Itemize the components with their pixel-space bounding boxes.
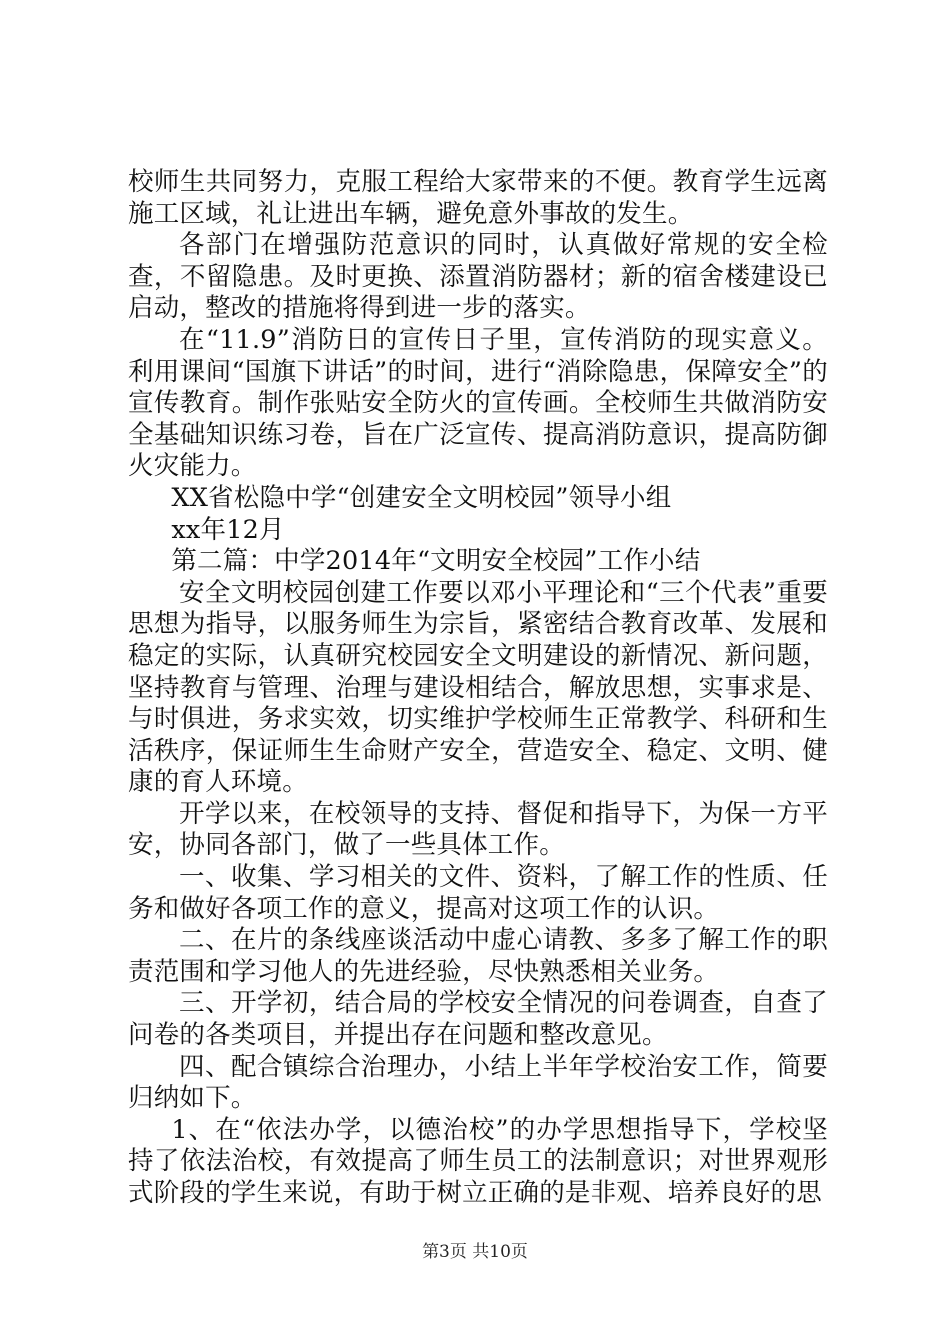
paragraph: 各部门在增强防范意识的同时，认真做好常规的安全检查，不留隐患。及时更换、添置消防器材；新的宿舍楼建设已启动，整改的措施将得到进一步的落实。 xyxy=(128,230,828,324)
paragraph: 安全文明校园创建工作要以邓小平理论和“三个代表”重要思想为指导，以服务师生为宗旨，紧密结合教育改革、发展和稳定的实际，认真研究校园安全文明建设的新情况、新问题，坚持教育与管理、治理与建设相结合，解放思想，实事求是、与时俱进，务求实效，切实维护学校师生正常教学、科研和生活秩序，保证师生生命财产安全，营造安全、稳定、文明、健康的育人环境。 xyxy=(128,577,828,798)
document-body xyxy=(128,167,828,1210)
numbered-item: 1、在“依法办学，以德治校”的办学思想指导下，学校坚持了依法治校，有效提高了师生员工的法制意识；对世界观形式阶段的学生来说，有助于树立正确的是非观、培养良好的思 xyxy=(128,1114,828,1208)
signature-organization: XX省松隐中学“创建安全文明校园”领导小组 xyxy=(171,482,672,513)
paragraph: 在“11.9”消防日的宣传日子里，宣传消防的现实意义。利用课间“国旗下讲话”的时间，进行“消除隐患，保障安全”的宣传教育。制作张贴安全防火的宣传画。全校师生共做消防安全基础知识练习卷，旨在广泛宣传、提高消防意识，提高防御火灾能力。 xyxy=(128,324,828,482)
paragraph: 开学以来，在校领导的支持、督促和指导下，为保一方平安，协同各部门，做了一些具体工作。 xyxy=(128,798,828,861)
list-item: 一、收集、学习相关的文件、资料，了解工作的性质、任务和做好各项工作的意义，提高对这项工作的认识。 xyxy=(128,862,828,924)
section-heading: 第二篇：中学2014年“文明安全校园”工作小结 xyxy=(171,546,701,577)
page-number-footer: 第3页 共10页 xyxy=(422,1242,528,1262)
list-item: 四、配合镇综合治理办，小结上半年学校治安工作，简要归纳如下。 xyxy=(128,1051,828,1114)
signature-date: xx年12月 xyxy=(171,514,285,545)
paragraph: 校师生共同努力，克服工程给大家带来的不便。教育学生远离施工区域，礼让进出车辆，避免意外事故的发生。 xyxy=(128,167,828,229)
list-item: 三、开学初，结合局的学校安全情况的问卷调查，自查了问卷的各类项目，并提出存在问题和整改意见。 xyxy=(128,988,828,1051)
list-item: 二、在片的条线座谈活动中虚心请教、多多了解工作的职责范围和学习他人的先进经验，尽快熟悉相关业务。 xyxy=(128,925,828,987)
